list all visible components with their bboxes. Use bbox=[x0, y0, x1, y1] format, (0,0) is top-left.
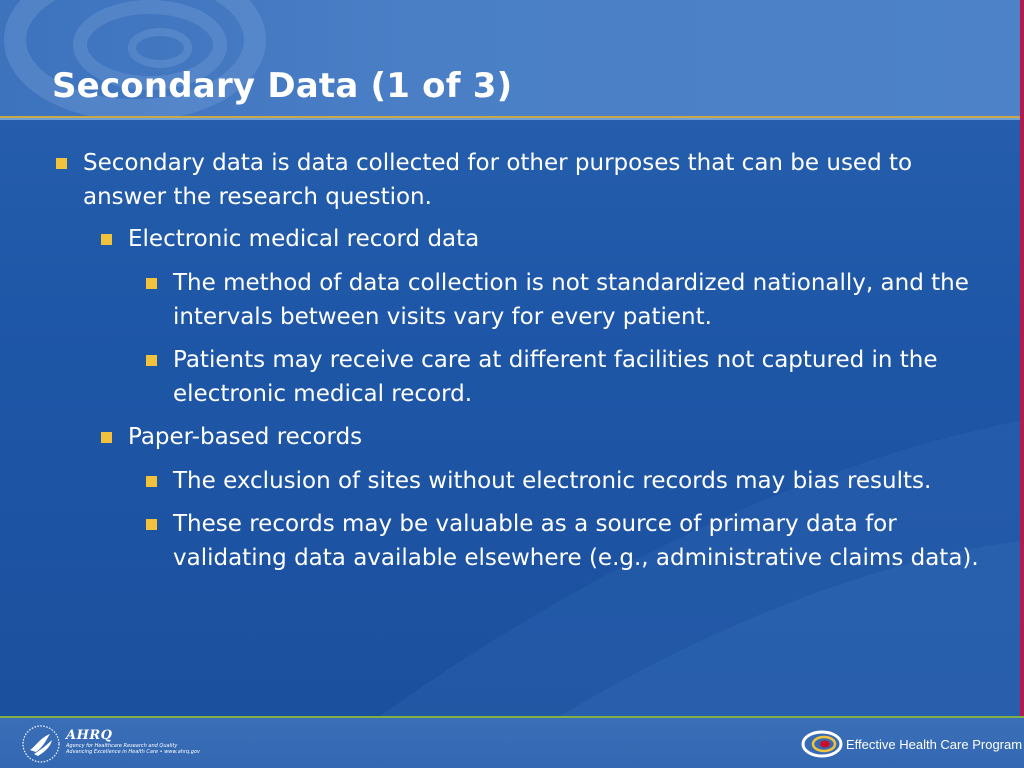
bullet-marker-icon bbox=[56, 158, 67, 169]
bullet-text: Secondary data is data collected for other purposes that can be used to answer the research question. bbox=[83, 150, 913, 210]
bullet-marker-icon bbox=[101, 432, 112, 443]
bullet-marker-icon bbox=[146, 278, 157, 289]
bullet-item bbox=[52, 343, 982, 411]
bullet-marker-icon bbox=[146, 355, 157, 366]
bullet-text: The method of data collection is not standardized nationally, and the intervals between visits vary for every patient. bbox=[173, 270, 969, 330]
bullet-marker-icon bbox=[146, 519, 157, 530]
bullet-text: Electronic medical record data bbox=[128, 226, 480, 252]
bullet-item bbox=[52, 146, 982, 214]
bullet-item bbox=[52, 464, 982, 498]
bullet-text: The exclusion of sites without electronic records may bias results. bbox=[173, 468, 932, 494]
bullet-text: Patients may receive care at different facilities not captured in the electronic medical record. bbox=[173, 347, 938, 407]
bullet-marker-icon bbox=[101, 234, 112, 245]
ahrq-tagline: Agency for Healthcare Research and Quality bbox=[66, 743, 178, 749]
ahrq-tagline-url: Advancing Excellence in Health Care • www.ahrq.gov bbox=[66, 749, 200, 755]
bullet-text: Paper-based records bbox=[128, 424, 363, 450]
bullet-item bbox=[52, 507, 982, 575]
bullet-item bbox=[52, 222, 982, 256]
bullet-list bbox=[52, 146, 982, 584]
bullet-item bbox=[52, 266, 982, 334]
ahrq-logo-text: AHRQ bbox=[66, 728, 113, 743]
edge-accent bbox=[1020, 0, 1024, 768]
bullet-marker-icon bbox=[146, 476, 157, 487]
slide-title: Secondary Data (1 of 3) bbox=[52, 66, 513, 106]
hhs-eagle-logo-icon bbox=[20, 724, 62, 764]
program-name: Effective Health Care Program bbox=[846, 737, 1023, 752]
bullet-item bbox=[52, 420, 982, 454]
ahrq-logo bbox=[66, 728, 200, 755]
bullet-text: These records may be valuable as a source of primary data for validating data available elsewhere (e.g., administrative claims data). bbox=[173, 511, 979, 571]
ehc-swirl-logo-icon bbox=[800, 728, 844, 760]
